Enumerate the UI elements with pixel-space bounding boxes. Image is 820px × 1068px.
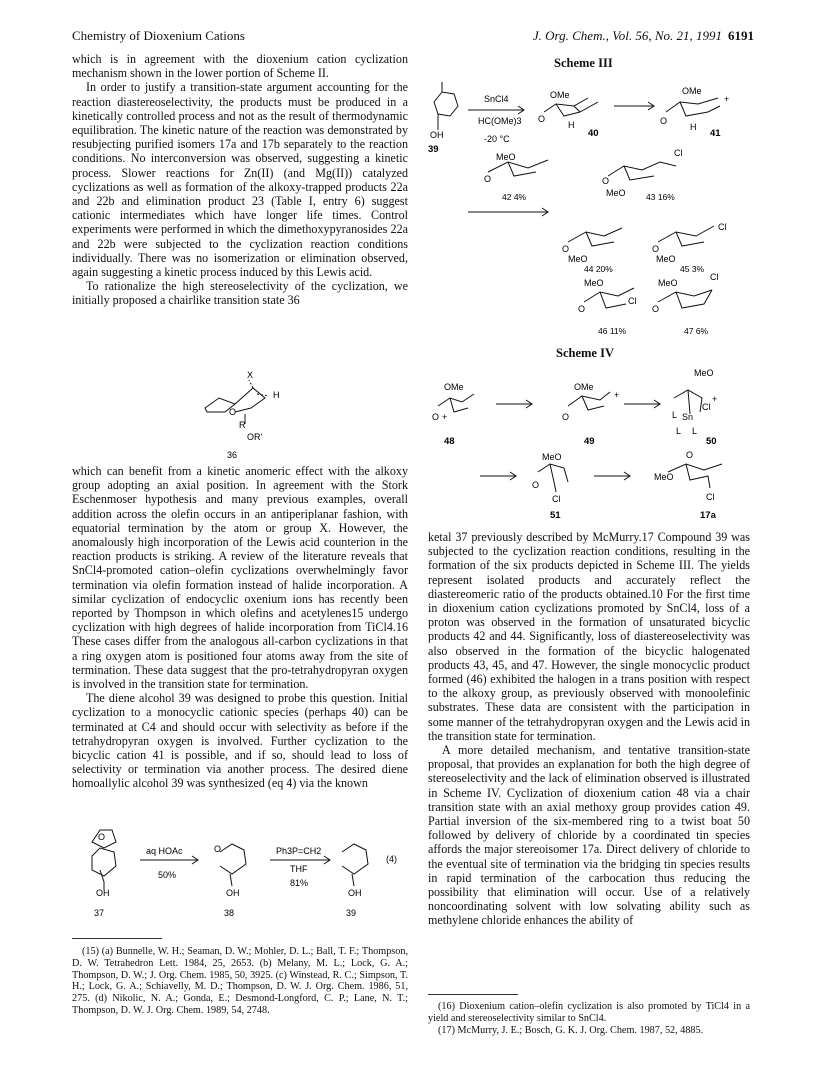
footnote-rule — [72, 938, 162, 939]
atom-label: Cl — [710, 272, 719, 282]
compound-label: 51 — [550, 510, 561, 521]
footnote-15: (15) (a) Bunnelle, W. H.; Seaman, D. W.; Mohler, D. L.; Ball, T. F.; Thompson, D. W. Tetrahedron Lett. 1984, 25, 2653. (b) Melany, M. L.; Lock, G. A.; Thompson, D. W.; J. Org. Chem. 1985, 50, 3925. (c) Winstead, R. C.; Simpson, T. H.; Lock, G. A.; Schiavelly, M. D.; Thompson, D. W. J. Org. Chem. 1986, 51, 275. (d) Nikolic, N. A.; Gonda, E.; Desmond-Longford, C. P.; Lane, N. T.; Thompson, D. W. J. Org. Chem. 1989, 54, 2748. — [72, 946, 408, 1016]
atom-label: L — [692, 426, 698, 436]
product-yield: 42 4% — [502, 192, 527, 202]
compound-label: 37 — [94, 908, 105, 918]
compound-label: 17a — [700, 510, 716, 521]
atom-label: O — [432, 412, 440, 422]
journal-citation: J. Org. Chem., Vol. 56, No. 21, 1991 — [532, 28, 722, 43]
atom-label: MeO — [568, 254, 588, 264]
footnote-rule — [428, 994, 518, 995]
product-yield: 46 11% — [598, 326, 627, 336]
atom-label: O — [484, 174, 492, 184]
atom-label: OR' — [247, 432, 263, 442]
atom-label: MeO — [496, 152, 516, 162]
yield: 50% — [158, 870, 177, 880]
atom-label: Cl — [674, 148, 683, 158]
atom-label: MeO — [694, 368, 714, 378]
atom-label: L — [672, 410, 678, 420]
compound-label: 40 — [588, 128, 599, 139]
atom-label: Cl — [552, 494, 561, 504]
product-yield: 47 6% — [684, 326, 709, 336]
footnotes-right — [428, 1001, 750, 1036]
atom-label: O — [686, 450, 694, 460]
atom-label: MeO — [656, 254, 676, 264]
compound-label: 39 — [346, 908, 357, 918]
compound-label: 41 — [710, 128, 721, 139]
atom-label: + — [614, 390, 620, 400]
atom-label: O — [532, 480, 540, 490]
compound-label: 48 — [444, 436, 455, 447]
atom-label: H — [273, 390, 280, 400]
atom-label: O — [229, 407, 237, 417]
running-header-journal — [533, 28, 754, 44]
paragraph: which is in agreement with the dioxenium cation cyclization mechanism shown in the lower portion of Scheme II. — [72, 52, 408, 81]
atom-label: X — [247, 370, 254, 380]
left-column-cont — [72, 464, 408, 791]
footnote-17: (17) McMurry, J. E.; Bosch, G. K. J. Org. Chem. 1987, 52, 4885. — [438, 1024, 704, 1036]
compound-label: 49 — [584, 436, 595, 447]
atom-label: R — [239, 420, 246, 430]
running-header-title: Chemistry of Dioxenium Cations — [72, 28, 245, 43]
atom-label: Sn — [682, 412, 694, 422]
atom-label: + — [724, 94, 730, 104]
equation-number: (4) — [386, 854, 397, 864]
atom-label: L — [676, 426, 682, 436]
paragraph: To rationalize the high stereoselectivity of the cyclization, we initially proposed a chairlike transition state 36 — [72, 279, 408, 308]
atom-label: Cl — [702, 402, 711, 412]
atom-label: OMe — [574, 382, 594, 392]
atom-label: + — [442, 412, 448, 422]
reagent: HC(OMe)3 — [478, 116, 522, 126]
right-column — [428, 530, 750, 928]
compound-label: 36 — [227, 450, 238, 460]
atom-label: O — [660, 116, 668, 126]
solvent: THF — [290, 864, 308, 874]
footnotes-left — [72, 946, 408, 1017]
product-yield: 45 3% — [680, 264, 705, 274]
scheme-iii — [428, 72, 750, 344]
reagent: -20 °C — [484, 134, 510, 144]
paragraph: A more detailed mechanism, and tentative transition-state proposal, that provides an explanation for both the high degree of stereoselectivity and the lack of elimination observed is illustrated in Scheme IV. Cyclization of dioxenium cation 48 via a chair transition state with an axial methoxy group provides cation 49. Partial inversion of the six-membered ring to a twist boat 50 followed by delivery of chloride by a coordinated tin species affords the major stereoisomer 17a. Direct delivery of chloride to the eventual site of termination via the bridging tin species results in rapid termination of the carbocation thus reducing the possibility that elimination will occur. Use of a relatively noncoordinating solvent with low solvating ability such as methylene chloride enhances the ability of — [428, 743, 750, 928]
atom-label: MeO — [658, 278, 678, 288]
compound-label: 38 — [224, 908, 235, 918]
atom-label: O — [562, 412, 570, 422]
atom-label: Cl — [718, 222, 727, 232]
atom-label: OMe — [444, 382, 464, 392]
scheme-iii-title: Scheme III — [554, 56, 613, 70]
atom-label: OH — [348, 888, 362, 898]
atom-label: H — [568, 120, 575, 130]
paragraph: which can benefit from a kinetic anomeric effect with the alkoxy group adopting an axial position. In agreement with the Stork Eschenmoser hypothesis and many previous examples, overall addition across the olefin occurs in an antiperiplanar fashion, with equatorial termination by the atom or group X. However, the anomalously high incorporation of the Lewis acid counterion in the reaction products is striking. A review of the literature reveals that SnCl4-promoted cation–olefin cyclizations overwhelmingly favor termination via olefin formation instead of halide incorporation. A similar cyclization of endocyclic oxenium ions has recently been reported by Thompson in which olefins and acetylenes15 undergo cyclization with high degrees of halide incorporation from TiCl4.16 These cases differ from the analogous all-carbon cyclizations in that a ring oxygen atom is positioned four atoms away from the site of termination. These data suggest that the pro-tetrahydropyran oxygen is involved in the transition state for termination. — [72, 464, 408, 692]
atom-label: MeO — [584, 278, 604, 288]
equation-4 — [80, 822, 410, 922]
atom-label: H — [690, 122, 697, 132]
atom-label: O — [538, 114, 546, 124]
left-column — [72, 52, 408, 308]
footnote-16: (16) Dioxenium cation–olefin cyclization is also promoted by TiCl4 in a yield and stereoselectivity similar to SnCl4. — [428, 1001, 750, 1024]
paragraph: The diene alcohol 39 was designed to probe this question. Initial cyclization to a monocyclic cationic species (perhaps 40) can be terminated at C4 and should occur with selectivity as before if the tetrahydropyran oxygen is involved. Further cyclization to the bicyclic cation 41 is possible, and if so, should lead to loss of selectivity or termination via another process. The desired diene homoallylic alcohol 39 was synthesized (eq 4) via the known — [72, 691, 408, 791]
scheme-iv-title: Scheme IV — [556, 346, 614, 360]
atom-label: OH — [430, 130, 444, 140]
atom-label: OH — [96, 888, 110, 898]
atom-label: OMe — [550, 90, 570, 100]
compound-label: 50 — [706, 436, 717, 447]
atom-label: O — [562, 244, 570, 254]
structure-36 — [195, 368, 295, 458]
atom-label: O — [652, 244, 660, 254]
atom-label: O — [602, 176, 610, 186]
atom-label: O — [652, 304, 660, 314]
product-yield: 44 20% — [584, 264, 613, 274]
atom-label: O — [98, 832, 106, 842]
atom-label: MeO — [542, 452, 562, 462]
atom-label: MeO — [606, 188, 626, 198]
reagent: aq HOAc — [146, 846, 183, 856]
compound-label: 39 — [428, 144, 439, 155]
product-yield: 43 16% — [646, 192, 675, 202]
atom-label: Cl — [706, 492, 715, 502]
atom-label: Cl — [628, 296, 637, 306]
paragraph: In order to justify a transition-state argument accounting for the reaction diastereoselectivity, the products must be produced in a kinetically controlled process and not as the result of thermodynamic equilibration. The kinetic nature of the reaction was demonstrated by resubjecting purified isomers 17a and 17b separately to the reaction conditions. No interconversion was observed, suggesting a kinetic process. Slower reactions for Zn(II) (and Mg(II)) catalyzed cyclizations as well as formation of the alkoxy-trapped products 22a and 22b and elimination product 23 (Table I, entry 6) suggest cationic intermediates which have longer life times. Control experiments were performed in which the dimethoxypyranosides 22a and 22b were subjected to the cyclization reaction conditions individually. There was no isomerization or elimination observed, again suggesting a kinetic process induced by this Lewis acid. — [72, 80, 408, 280]
reagent: SnCl4 — [484, 94, 509, 104]
atom-label: + — [712, 394, 718, 404]
atom-label: O — [214, 844, 222, 854]
scheme-iv — [428, 368, 750, 521]
atom-label: OMe — [682, 86, 702, 96]
atom-label: OH — [226, 888, 240, 898]
reagent: Ph3P=CH2 — [276, 846, 322, 856]
yield: 81% — [290, 878, 309, 888]
page-number: 6191 — [728, 28, 754, 43]
atom-label: MeO — [654, 472, 674, 482]
atom-label: O — [578, 304, 586, 314]
paragraph: ketal 37 previously described by McMurry.17 Compound 39 was subjected to the cyclization reaction conditions, resulting in the formation of the six products depicted in Scheme III. The yields represent isolated products and accurately reflect the diastereomeric ratio of the products obtained.10 For the first time in dioxenium cation cyclizations promoted by SnCl4, loss of a proton was observed in the formation of unsaturated bicyclic products 42 and 44. Significantly, loss of diastereoselectivity was also observed in the formation of the bicyclic halogenated products 43, 45, and 47. However, the single monocyclic product formed (46) exhibited the halogen in a trans position with respect to the alkoxy group, as previously observed with monoolefinic substrates. These data are consistent with the participation in some manner of the tetrahydropyran oxygen and the Lewis acid in the transition state for termination. — [428, 530, 750, 743]
